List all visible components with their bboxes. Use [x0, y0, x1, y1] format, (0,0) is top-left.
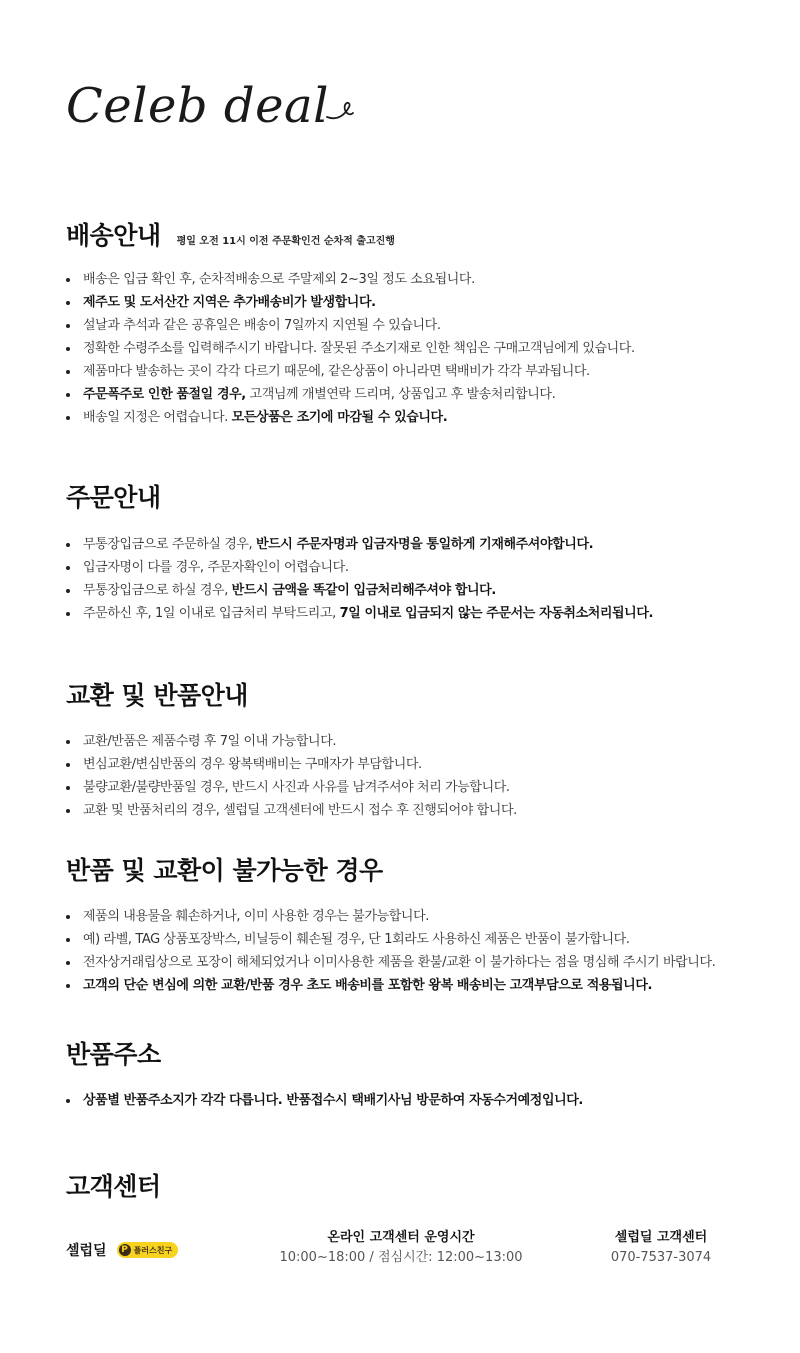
plus-friend-icon: P: [119, 1244, 131, 1256]
shipping-section: [66, 216, 766, 429]
cs-hours: [266, 1228, 536, 1268]
logo-text: Celeb deal: [66, 78, 329, 134]
hours-label: 온라인 고객센터 운영시간: [327, 1230, 475, 1245]
list-item: 배송일 지정은 어렵습니다. 모든상품은 조기에 마감될 수 있습니다.: [66, 406, 766, 429]
return-address-title: 반품주소: [66, 1040, 161, 1069]
contact-phone[interactable]: 070-7537-3074: [610, 1250, 712, 1265]
list-item: 예) 라벨, TAG 상품포장박스, 비닐등이 훼손될 경우, 단 1회라도 사용하신 제품은 반품이 불가합니다.: [66, 928, 766, 951]
customer-center-title: 고객센터: [66, 1172, 161, 1201]
plus-friend-label: 플러스친구: [133, 1245, 173, 1255]
list-item: 입금자명이 다를 경우, 주문자확인이 어렵습니다.: [66, 556, 766, 579]
list-item: 변심교환/변심반품의 경우 왕복택배비는 구매자가 부담합니다.: [66, 753, 766, 776]
celeb-deal-logo: [66, 78, 355, 134]
return-address-list: [66, 1089, 766, 1112]
cs-contact: [586, 1228, 736, 1268]
order-list: [66, 533, 766, 625]
exchange-title: 교환 및 반품안내: [66, 681, 248, 710]
list-item: 교환/반품은 제품수령 후 7일 이내 가능합니다.: [66, 730, 766, 753]
contact-label: 셀럽딜 고객센터: [614, 1230, 708, 1245]
plus-friend-button[interactable]: [117, 1242, 179, 1258]
return-address-section: [66, 1035, 766, 1112]
cs-brand: [66, 1240, 178, 1260]
list-item: 고객의 단순 변심에 의한 교환/반품 경우 초도 배송비를 포함한 왕복 배송비는 고객부담으로 적용됩니다.: [66, 974, 766, 997]
list-item: 무통장입금으로 주문하실 경우, 반드시 주문자명과 입금자명을 통일하게 기재해주셔야합니다.: [66, 533, 766, 556]
list-item: 제품의 내용물을 훼손하거나, 이미 사용한 경우는 불가능합니다.: [66, 905, 766, 928]
exchange-list: [66, 730, 766, 822]
list-item: 상품별 반품주소지가 각각 다릅니다. 반품접수시 택배기사님 방문하여 자동수거예정입니다.: [66, 1089, 766, 1112]
not-returnable-list: [66, 905, 766, 997]
not-returnable-section: [66, 851, 766, 997]
list-item: 무통장입금으로 하실 경우, 반드시 금액을 똑같이 입금처리해주셔야 합니다.: [66, 579, 766, 602]
list-item: 전자상거래립상으로 포장이 해체되었거나 이미사용한 제품을 환불/교환 이 불가하다는 점을 명심해 주시기 바랍니다.: [66, 951, 766, 974]
logo-swash-icon: [325, 95, 355, 125]
customer-center-section: [66, 1167, 766, 1203]
hours-value: 10:00~18:00 / 점심시간: 12:00~13:00: [279, 1250, 523, 1265]
shipping-list: [66, 268, 766, 429]
not-returnable-title: 반품 및 교환이 불가능한 경우: [66, 856, 383, 885]
list-item: 제품마다 발송하는 곳이 각각 다르기 때문에, 같은상품이 아니라면 택배비가 각각 부과됩니다.: [66, 360, 766, 383]
list-item: 불량교환/불량반품일 경우, 반드시 사진과 사유를 남겨주셔야 처리 가능합니다.: [66, 776, 766, 799]
order-section: [66, 478, 766, 625]
list-item: 정확한 수령주소를 입력해주시기 바랍니다. 잘못된 주소기재로 인한 책임은 구매고객님에게 있습니다.: [66, 337, 766, 360]
customer-center-info: [66, 1228, 736, 1278]
list-item: 배송은 입금 확인 후, 순차적배송으로 주말제외 2~3일 정도 소요됩니다.: [66, 268, 766, 291]
order-title: 주문안내: [66, 483, 161, 512]
shipping-subtitle: 평일 오전 11시 이전 주문확인건 순차적 출고진행: [176, 236, 395, 247]
shipping-title: 배송안내: [66, 221, 161, 250]
list-item: 제주도 및 도서산간 지역은 추가배송비가 발생합니다.: [66, 291, 766, 314]
list-item: 교환 및 반품처리의 경우, 셀럽딜 고객센터에 반드시 접수 후 진행되어야 합니다.: [66, 799, 766, 822]
brand-name: 셀럽딜: [66, 1243, 107, 1259]
list-item: 주문폭주로 인한 품절일 경우, 고객님께 개별연락 드리며, 상품입고 후 발송처리합니다.: [66, 383, 766, 406]
list-item: 설날과 추석과 같은 공휴일은 배송이 7일까지 지연될 수 있습니다.: [66, 314, 766, 337]
list-item: 주문하신 후, 1일 이내로 입금처리 부탁드리고, 7일 이내로 입금되지 않는 주문서는 자동취소처리됩니다.: [66, 602, 766, 625]
exchange-section: [66, 676, 766, 822]
